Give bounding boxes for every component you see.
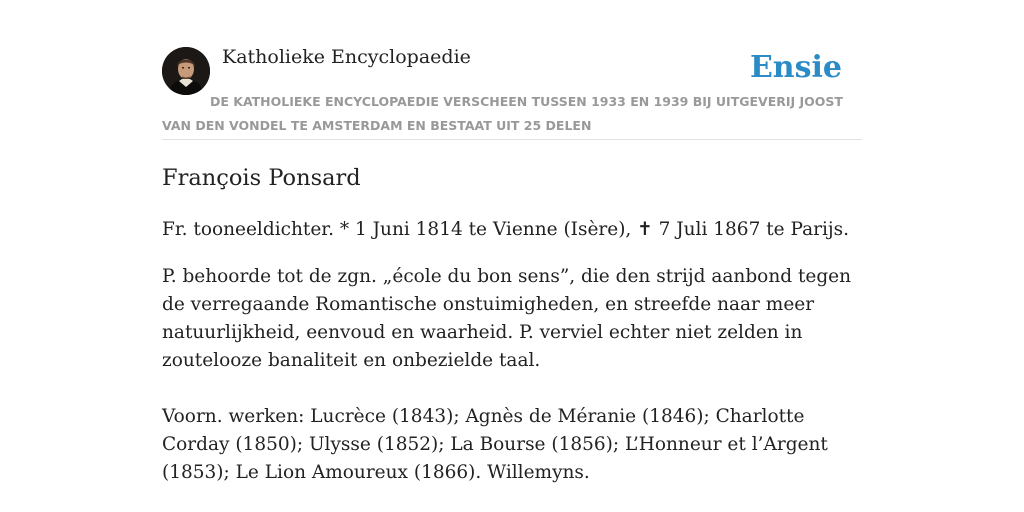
article-title: François Ponsard [162, 165, 361, 191]
portrait-icon [162, 47, 210, 95]
article [162, 162, 862, 487]
article-paragraph-description: P. behoorde tot de zgn. „école du bon sens”, die den strijd aanbond tegen de verregaande Romantische onstuimigheden, en streefde naar meer natuurlijkheid, eenvoud en waarheid. P. verviel echter niet zelden in zoutelooze banaliteit en onbezielde taal. [162, 266, 852, 371]
site-tagline: DE KATHOLIEKE ENCYCLOPAEDIE VERSCHEEN TUSSEN 1933 EN 1939 BIJ UITGEVERIJ JOOST VAN DEN VONDEL TE AMSTERDAM EN BESTAAT UIT 25 DELEN [162, 94, 843, 133]
article-paragraph-bio: Fr. tooneeldichter. * 1 Juni 1814 te Vienne (Isère), ✝ 7 Juli 1867 te Parijs. [162, 219, 850, 240]
article-paragraph-works: Voorn. werken: Lucrèce (1843); Agnès de Méranie (1846); Charlotte Corday (1850); Ulysse (1852); La Bourse (1856); L’Honneur et l’Argent (1853); Le Lion Amoureux (1866). Willemyns. [162, 406, 828, 483]
brand-logo[interactable]: Ensie [749, 50, 842, 85]
site-name[interactable]: Katholieke Encyclopaedie [222, 46, 471, 68]
header-divider [162, 139, 862, 140]
portrait-avatar[interactable] [162, 47, 210, 95]
